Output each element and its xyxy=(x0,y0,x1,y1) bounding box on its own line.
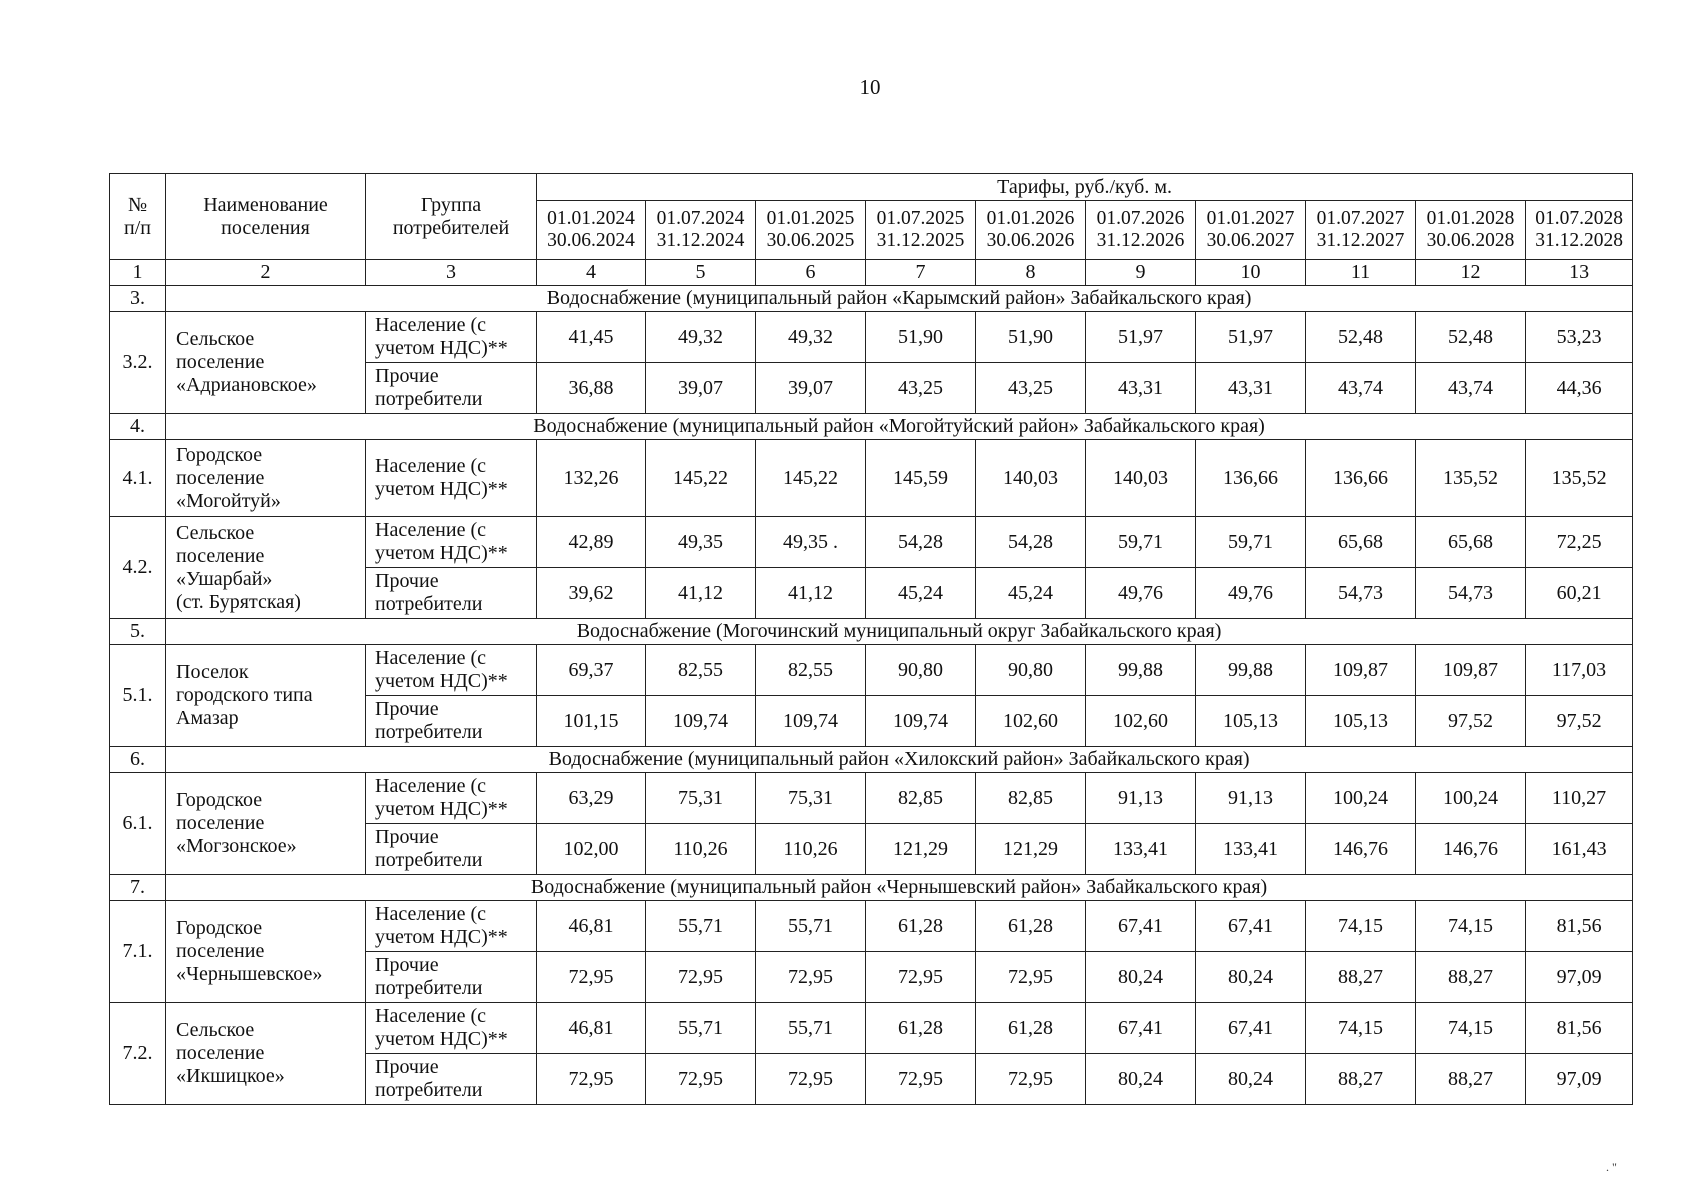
period-from: 01.07.2028 xyxy=(1535,207,1623,229)
header-settlement-name: Наименование поселения xyxy=(166,174,366,260)
tariff-value: 54,28 xyxy=(976,517,1086,568)
tariff-value: 135,52 xyxy=(1416,440,1526,517)
period-from: 01.01.2028 xyxy=(1426,207,1515,229)
tariff-value: 61,28 xyxy=(976,1003,1086,1054)
tariff-value: 46,81 xyxy=(537,901,646,952)
entry-number: 7.2. xyxy=(110,1003,166,1105)
tariff-value: 39,07 xyxy=(756,363,866,414)
tariff-value: 49,32 xyxy=(646,312,756,363)
tariff-value: 100,24 xyxy=(1416,773,1526,824)
tariff-value: 49,35 . xyxy=(756,517,866,568)
section-title: Водоснабжение (Могочинский муниципальный округ Забайкальского края) xyxy=(166,619,1633,645)
header-period xyxy=(1306,201,1416,260)
column-number: 11 xyxy=(1306,260,1416,286)
table-row xyxy=(110,645,1633,696)
tariff-value: 145,59 xyxy=(866,440,976,517)
tariff-value: 135,52 xyxy=(1526,440,1633,517)
tariff-value: 49,76 xyxy=(1196,568,1306,619)
section-title: Водоснабжение (муниципальный район «Могойтуйский район» Забайкальского края) xyxy=(166,414,1633,440)
tariff-value: 54,28 xyxy=(866,517,976,568)
tariff-value: 72,25 xyxy=(1526,517,1633,568)
section-number: 4. xyxy=(110,414,166,440)
tariff-value: 91,13 xyxy=(1196,773,1306,824)
tariff-value: 65,68 xyxy=(1416,517,1526,568)
header-period xyxy=(1086,201,1196,260)
tariff-value: 42,89 xyxy=(537,517,646,568)
period-to: 31.12.2025 xyxy=(876,230,965,251)
period-to: 30.06.2025 xyxy=(766,230,855,251)
column-number: 9 xyxy=(1086,260,1196,286)
tariff-value: 75,31 xyxy=(646,773,756,824)
section-number: 5. xyxy=(110,619,166,645)
tariff-value: 91,13 xyxy=(1086,773,1196,824)
column-number: 12 xyxy=(1416,260,1526,286)
tariff-value: 97,09 xyxy=(1526,1054,1633,1105)
tariff-value: 146,76 xyxy=(1416,824,1526,875)
tariff-value: 72,95 xyxy=(646,1054,756,1105)
tariff-value: 88,27 xyxy=(1416,1054,1526,1105)
period-to: 30.06.2028 xyxy=(1426,230,1515,251)
tariff-value: 52,48 xyxy=(1306,312,1416,363)
tariff-value: 102,60 xyxy=(976,696,1086,747)
tariff-value: 101,15 xyxy=(537,696,646,747)
tariff-value: 61,28 xyxy=(866,901,976,952)
period-from: 01.01.2027 xyxy=(1206,207,1295,229)
tariff-value: 46,81 xyxy=(537,1003,646,1054)
tariff-value: 133,41 xyxy=(1196,824,1306,875)
tariff-value: 105,13 xyxy=(1306,696,1416,747)
table-body xyxy=(110,286,1633,1105)
period-from: 01.01.2025 xyxy=(766,207,855,229)
tariff-value: 43,25 xyxy=(976,363,1086,414)
consumer-group: Прочие потребители xyxy=(366,824,537,875)
tariff-value: 44,36 xyxy=(1526,363,1633,414)
settlement-name: Городское поселение «Чернышевское» xyxy=(166,901,366,1003)
tariff-value: 136,66 xyxy=(1306,440,1416,517)
consumer-group: Прочие потребители xyxy=(366,952,537,1003)
tariff-value: 132,26 xyxy=(537,440,646,517)
section-number: 3. xyxy=(110,286,166,312)
tariff-value: 49,76 xyxy=(1086,568,1196,619)
tariff-value: 43,31 xyxy=(1196,363,1306,414)
table-row xyxy=(110,312,1633,363)
tariff-value: 81,56 xyxy=(1526,901,1633,952)
tariff-value: 80,24 xyxy=(1196,1054,1306,1105)
table-header xyxy=(110,174,1633,286)
column-number: 2 xyxy=(166,260,366,286)
tariff-value: 69,37 xyxy=(537,645,646,696)
consumer-group: Население (с учетом НДС)** xyxy=(366,645,537,696)
period-to: 30.06.2027 xyxy=(1206,230,1295,251)
tariff-value: 72,95 xyxy=(537,1054,646,1105)
period-to: 30.06.2024 xyxy=(547,230,635,251)
tariff-value: 81,56 xyxy=(1526,1003,1633,1054)
table-row xyxy=(110,440,1633,517)
period-from: 01.01.2026 xyxy=(986,207,1075,229)
tariff-value: 41,12 xyxy=(756,568,866,619)
header-period xyxy=(976,201,1086,260)
header-consumer-group: Группа потребителей xyxy=(366,174,537,260)
tariff-value: 51,90 xyxy=(866,312,976,363)
tariff-value: 61,28 xyxy=(976,901,1086,952)
tariff-value: 72,95 xyxy=(866,952,976,1003)
header-period xyxy=(1416,201,1526,260)
settlement-name: Поселок городского типа Амазар xyxy=(166,645,366,747)
entry-number: 4.2. xyxy=(110,517,166,619)
period-from: 01.07.2024 xyxy=(656,207,745,229)
tariff-value: 102,00 xyxy=(537,824,646,875)
entry-number: 7.1. xyxy=(110,901,166,1003)
tariff-value: 74,15 xyxy=(1416,901,1526,952)
consumer-group: Прочие потребители xyxy=(366,363,537,414)
entry-number: 3.2. xyxy=(110,312,166,414)
tariff-table xyxy=(109,173,1633,1105)
table-row xyxy=(110,517,1633,568)
table-row xyxy=(110,773,1633,824)
section-row xyxy=(110,414,1633,440)
settlement-name: Сельское поселение «Ушарбай» (ст. Бурятская) xyxy=(166,517,366,619)
tariff-value: 110,27 xyxy=(1526,773,1633,824)
section-row xyxy=(110,747,1633,773)
page-number: 10 xyxy=(859,75,881,99)
tariff-value: 121,29 xyxy=(866,824,976,875)
period-to: 31.12.2028 xyxy=(1535,230,1623,251)
section-number: 6. xyxy=(110,747,166,773)
tariff-value: 39,62 xyxy=(537,568,646,619)
period-from: 01.07.2025 xyxy=(876,207,965,229)
column-number: 7 xyxy=(866,260,976,286)
tariff-value: 105,13 xyxy=(1196,696,1306,747)
period-to: 30.06.2026 xyxy=(986,230,1075,251)
tariff-value: 109,74 xyxy=(646,696,756,747)
tariff-value: 55,71 xyxy=(646,901,756,952)
section-row xyxy=(110,875,1633,901)
tariff-value: 140,03 xyxy=(1086,440,1196,517)
section-row xyxy=(110,286,1633,312)
entry-number: 6.1. xyxy=(110,773,166,875)
tariff-value: 99,88 xyxy=(1196,645,1306,696)
tariff-value: 90,80 xyxy=(866,645,976,696)
consumer-group: Население (с учетом НДС)** xyxy=(366,773,537,824)
tariff-value: 45,24 xyxy=(976,568,1086,619)
tariff-value: 54,73 xyxy=(1416,568,1526,619)
tariff-value: 36,88 xyxy=(537,363,646,414)
section-number: 7. xyxy=(110,875,166,901)
period-to: 31.12.2024 xyxy=(656,230,745,251)
consumer-group: Население (с учетом НДС)** xyxy=(366,312,537,363)
tariff-value: 133,41 xyxy=(1086,824,1196,875)
period-to: 31.12.2026 xyxy=(1096,230,1185,251)
tariff-value: 140,03 xyxy=(976,440,1086,517)
tariff-value: 97,52 xyxy=(1416,696,1526,747)
column-number: 5 xyxy=(646,260,756,286)
tariff-value: 49,35 xyxy=(646,517,756,568)
footer-mark: . " xyxy=(1606,1160,1617,1174)
tariff-value: 63,29 xyxy=(537,773,646,824)
settlement-name: Городское поселение «Могойтуй» xyxy=(166,440,366,517)
tariff-value: 41,12 xyxy=(646,568,756,619)
tariff-value: 72,95 xyxy=(756,952,866,1003)
tariff-value: 100,24 xyxy=(1306,773,1416,824)
tariff-value: 67,41 xyxy=(1086,1003,1196,1054)
tariff-value: 109,74 xyxy=(866,696,976,747)
table-row xyxy=(110,1003,1633,1054)
tariff-value: 110,26 xyxy=(646,824,756,875)
column-number: 13 xyxy=(1526,260,1633,286)
tariff-value: 67,41 xyxy=(1086,901,1196,952)
tariff-value: 51,90 xyxy=(976,312,1086,363)
tariff-value: 59,71 xyxy=(1086,517,1196,568)
tariff-value: 82,85 xyxy=(866,773,976,824)
tariff-value: 88,27 xyxy=(1416,952,1526,1003)
tariff-value: 109,87 xyxy=(1306,645,1416,696)
tariff-value: 72,95 xyxy=(756,1054,866,1105)
tariff-value: 59,71 xyxy=(1196,517,1306,568)
tariff-value: 54,73 xyxy=(1306,568,1416,619)
tariff-value: 75,31 xyxy=(756,773,866,824)
tariff-value: 88,27 xyxy=(1306,952,1416,1003)
tariff-value: 72,95 xyxy=(537,952,646,1003)
section-row xyxy=(110,619,1633,645)
tariff-value: 90,80 xyxy=(976,645,1086,696)
period-from: 01.01.2024 xyxy=(547,207,635,229)
header-no: № п/п xyxy=(110,174,166,260)
tariff-value: 65,68 xyxy=(1306,517,1416,568)
tariff-value: 161,43 xyxy=(1526,824,1633,875)
tariff-value: 55,71 xyxy=(756,1003,866,1054)
tariff-value: 74,15 xyxy=(1416,1003,1526,1054)
tariff-value: 74,15 xyxy=(1306,1003,1416,1054)
tariff-value: 109,87 xyxy=(1416,645,1526,696)
column-number: 10 xyxy=(1196,260,1306,286)
consumer-group: Население (с учетом НДС)** xyxy=(366,440,537,517)
period-from: 01.07.2027 xyxy=(1316,207,1405,229)
table-row xyxy=(110,901,1633,952)
column-number: 1 xyxy=(110,260,166,286)
tariff-value: 52,48 xyxy=(1416,312,1526,363)
tariff-value: 72,95 xyxy=(976,952,1086,1003)
tariff-value: 97,52 xyxy=(1526,696,1633,747)
period-to: 31.12.2027 xyxy=(1316,230,1405,251)
tariff-value: 72,95 xyxy=(976,1054,1086,1105)
header-period xyxy=(866,201,976,260)
tariff-value: 145,22 xyxy=(756,440,866,517)
tariff-value: 61,28 xyxy=(866,1003,976,1054)
column-number: 4 xyxy=(537,260,646,286)
tariff-value: 99,88 xyxy=(1086,645,1196,696)
consumer-group: Прочие потребители xyxy=(366,696,537,747)
header-period xyxy=(646,201,756,260)
header-period xyxy=(756,201,866,260)
tariff-value: 146,76 xyxy=(1306,824,1416,875)
tariff-value: 51,97 xyxy=(1196,312,1306,363)
header-period xyxy=(537,201,646,260)
settlement-name: Городское поселение «Могзонское» xyxy=(166,773,366,875)
tariff-value: 82,55 xyxy=(646,645,756,696)
tariff-value: 72,95 xyxy=(646,952,756,1003)
consumer-group: Прочие потребители xyxy=(366,568,537,619)
tariff-value: 53,23 xyxy=(1526,312,1633,363)
consumer-group: Население (с учетом НДС)** xyxy=(366,1003,537,1054)
period-from: 01.07.2026 xyxy=(1096,207,1185,229)
settlement-name: Сельское поселение «Адриановское» xyxy=(166,312,366,414)
section-title: Водоснабжение (муниципальный район «Карымский район» Забайкальского края) xyxy=(166,286,1633,312)
tariff-value: 72,95 xyxy=(866,1054,976,1105)
tariff-value: 43,25 xyxy=(866,363,976,414)
tariff-value: 39,07 xyxy=(646,363,756,414)
consumer-group: Население (с учетом НДС)** xyxy=(366,901,537,952)
section-title: Водоснабжение (муниципальный район «Чернышевский район» Забайкальского края) xyxy=(166,875,1633,901)
tariff-value: 45,24 xyxy=(866,568,976,619)
settlement-name: Сельское поселение «Икшицкое» xyxy=(166,1003,366,1105)
tariff-value: 51,97 xyxy=(1086,312,1196,363)
tariff-value: 43,74 xyxy=(1416,363,1526,414)
header-tariffs-title: Тарифы, руб./куб. м. xyxy=(537,174,1633,201)
tariff-value: 43,31 xyxy=(1086,363,1196,414)
column-number: 6 xyxy=(756,260,866,286)
tariff-value: 121,29 xyxy=(976,824,1086,875)
header-period xyxy=(1196,201,1306,260)
tariff-value: 145,22 xyxy=(646,440,756,517)
tariff-value: 74,15 xyxy=(1306,901,1416,952)
consumer-group: Население (с учетом НДС)** xyxy=(366,517,537,568)
tariff-value: 88,27 xyxy=(1306,1054,1416,1105)
consumer-group: Прочие потребители xyxy=(366,1054,537,1105)
tariff-value: 41,45 xyxy=(537,312,646,363)
tariff-value: 82,55 xyxy=(756,645,866,696)
tariff-value: 110,26 xyxy=(756,824,866,875)
tariff-value: 43,74 xyxy=(1306,363,1416,414)
entry-number: 4.1. xyxy=(110,440,166,517)
entry-number: 5.1. xyxy=(110,645,166,747)
tariff-value: 67,41 xyxy=(1196,1003,1306,1054)
tariff-value: 80,24 xyxy=(1086,1054,1196,1105)
tariff-value: 55,71 xyxy=(646,1003,756,1054)
tariff-value: 109,74 xyxy=(756,696,866,747)
column-number: 3 xyxy=(366,260,537,286)
column-number: 8 xyxy=(976,260,1086,286)
tariff-value: 60,21 xyxy=(1526,568,1633,619)
tariff-value: 80,24 xyxy=(1196,952,1306,1003)
section-title: Водоснабжение (муниципальный район «Хилокский район» Забайкальского края) xyxy=(166,747,1633,773)
tariff-value: 49,32 xyxy=(756,312,866,363)
tariff-value: 80,24 xyxy=(1086,952,1196,1003)
header-period xyxy=(1526,201,1633,260)
tariff-value: 55,71 xyxy=(756,901,866,952)
tariff-value: 117,03 xyxy=(1526,645,1633,696)
tariff-value: 136,66 xyxy=(1196,440,1306,517)
tariff-value: 97,09 xyxy=(1526,952,1633,1003)
tariff-value: 67,41 xyxy=(1196,901,1306,952)
tariff-value: 102,60 xyxy=(1086,696,1196,747)
tariff-value: 82,85 xyxy=(976,773,1086,824)
